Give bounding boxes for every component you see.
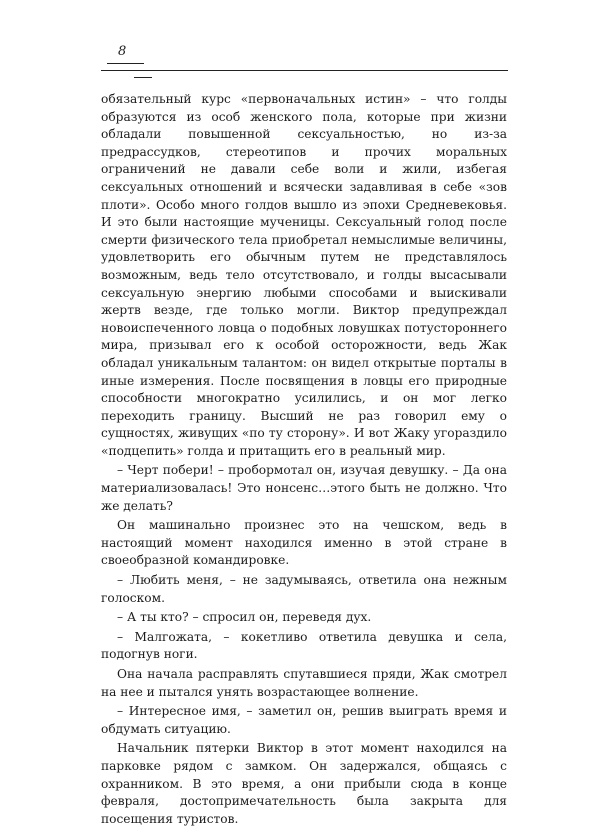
paragraph: Он машинально произнес это на чешском, ведь в настоящий момент находился именно в этой стране в своеобразной командировке. [101, 518, 507, 568]
header-rule-long [101, 70, 508, 71]
paragraph-dialogue: – Интересное имя, – заметил он, решив выиграть время и обдумать ситуацию. [101, 704, 507, 736]
paragraph: Начальник пятерки Виктор в этот момент находился на парковке рядом с замком. Он задержался, общаясь с охранником. В это время, а они прибыли сюда в конце февраля, достопримечательность была закрыта для посещения туристов. [101, 741, 507, 826]
paragraph-dialogue: – Любить меня, – не задумываясь, ответила она нежным голоском. [101, 573, 507, 605]
page-number: 8 [118, 44, 127, 59]
paragraph-dialogue: – Малгожата, – кокетливо ответила девушка и села, подогнув ноги. [101, 629, 507, 662]
header-rule-short-bottom [134, 77, 152, 78]
paragraph: Она начала расправлять спутавшиеся пряди, Жак смотрел на нее и пытался унять возрастающее волнение. [101, 667, 507, 699]
paragraph-dialogue: – А ты кто? – спросил он, переведя дух. [117, 610, 372, 625]
paragraph-dialogue: – Черт побери! – пробормотал он, изучая девушку. – Да она материализовалась! Это нонсенс…этого быть не должно. Что же делать? [101, 463, 507, 513]
paragraph-continued: обязательный курс «первоначальных истин» – что голды образуются из особ женского пола, которые при жизни обладали повышенной сексуальностью, но из-за предрассудков, стереотипов и прочих моральных ограничений не давали себе воли и жили, избегая сексуальных отношений и всячески задавливая в себе «зов плоти». Особо много голдов вышло из эпохи Средневековья. И это были настоящие мученицы. Сексуальный голод после смерти физического тела приобретал немыслимые величины, удовлетворить его обычным путем не представлялось возможным, ведь тело отсутствовало, и голды высасывали сексуальную энергию любыми способами и выискивали жертв везде, где только могли. Виктор предупреждал новоиспеченного ловца о подобных ловушках потустороннего мира, призывал его к особой осторожности, ведь Жак обладал уникальным талантом: он видел открытые порталы в иные измерения. После посвящения в ловцы его природные способности многократно усилились, и он мог легко переходить границу. Высший не раз говорил ему о сущностях, живущих «по ту сторону». И вот Жаку угораздило «подцепить» голда и притащить его в реальный мир. [101, 92, 507, 458]
header-rule-short-top [107, 63, 144, 64]
page-header [0, 0, 600, 90]
body-text [101, 91, 507, 830]
